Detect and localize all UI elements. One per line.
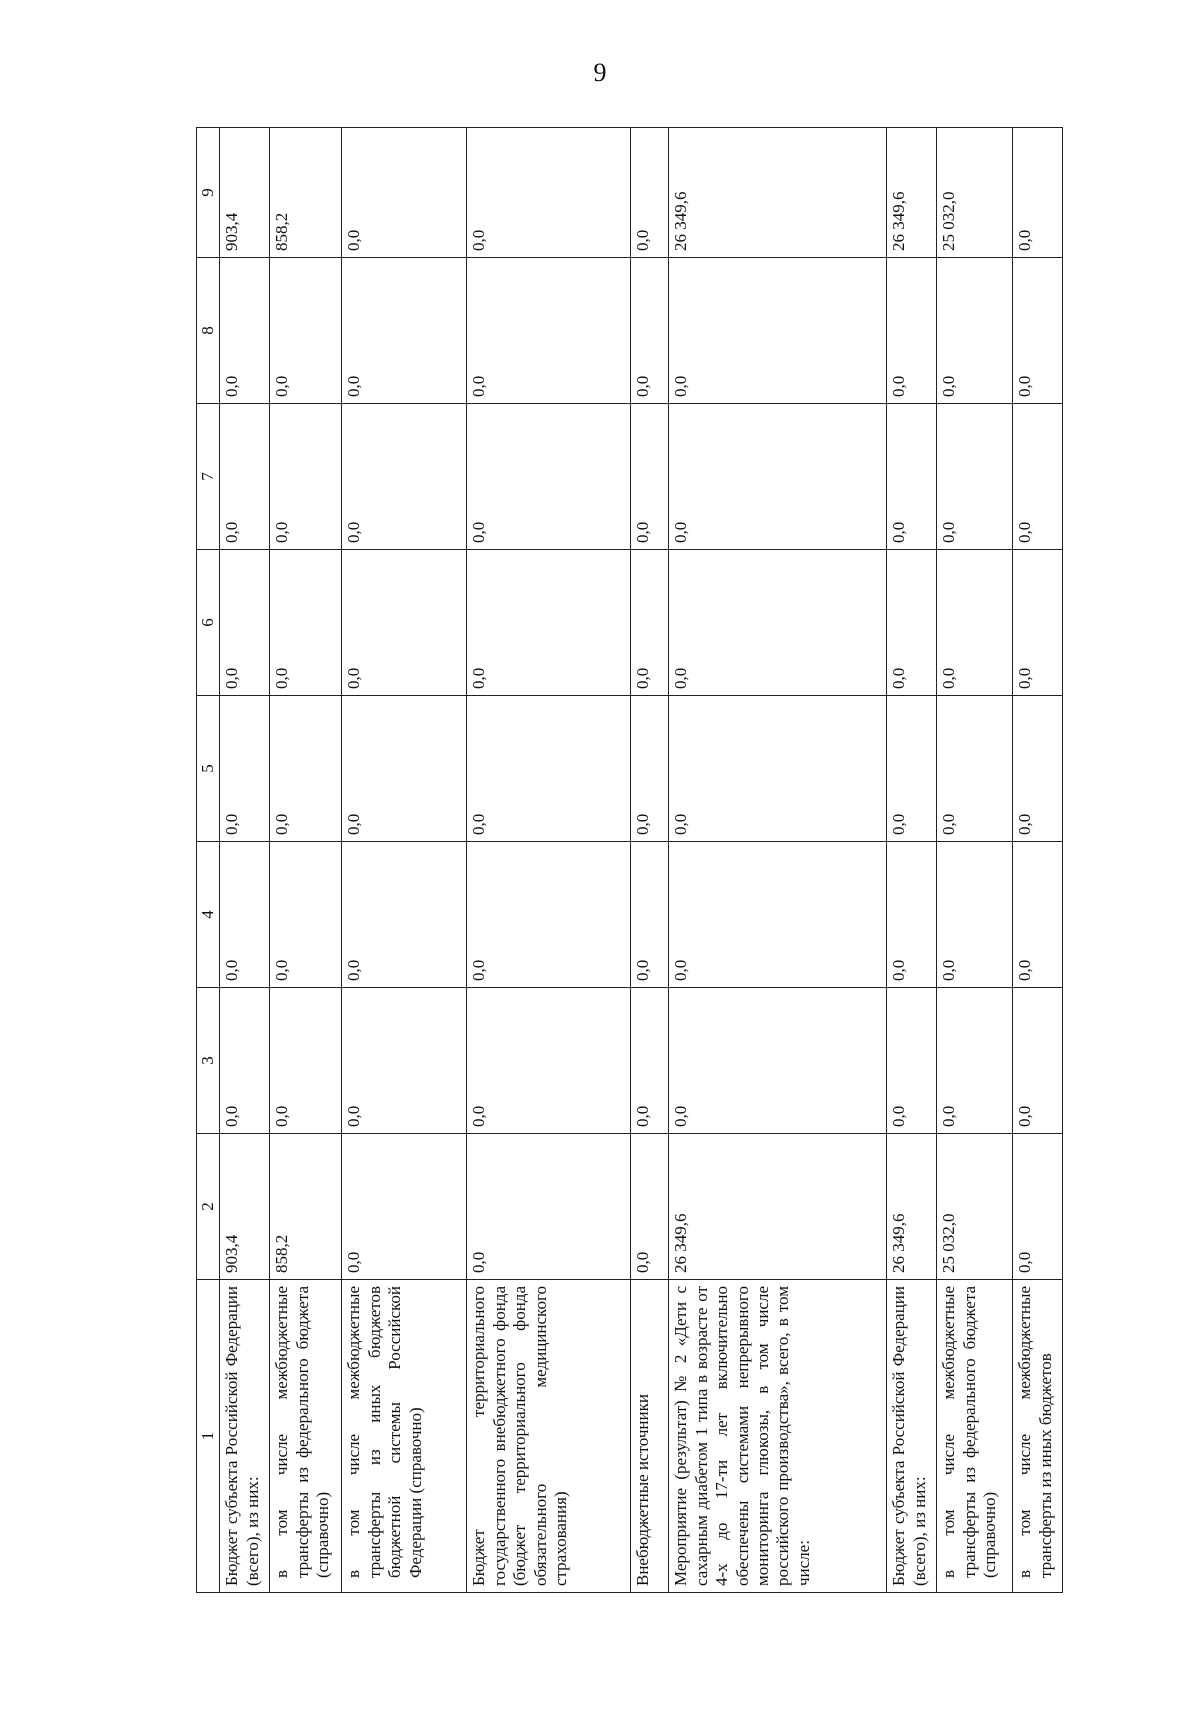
row-description: Внебюджетные источники: [631, 1280, 669, 1593]
column-header: 4: [197, 842, 220, 988]
column-header: 7: [197, 404, 220, 550]
table-cell: 0,0: [937, 550, 1013, 696]
table-cell: 0,0: [220, 404, 270, 550]
table-cell: 0,0: [342, 128, 467, 258]
table-row: [887, 128, 937, 1593]
column-header: 6: [197, 550, 220, 696]
table-cell: 0,0: [1013, 988, 1063, 1134]
table-cell: 0,0: [270, 258, 342, 404]
table-row: [669, 128, 887, 1593]
table-cell: 0,0: [669, 404, 887, 550]
table-cell: 0,0: [270, 988, 342, 1134]
table-header-row: [197, 128, 220, 1593]
table-row: [342, 128, 467, 1593]
column-header: 8: [197, 258, 220, 404]
table-cell: 0,0: [631, 988, 669, 1134]
table-cell: 25 032,0: [937, 128, 1013, 258]
table-cell: 0,0: [669, 696, 887, 842]
table-cell: 0,0: [220, 258, 270, 404]
table-cell: 0,0: [937, 988, 1013, 1134]
table-cell: 0,0: [1013, 550, 1063, 696]
row-description: Мероприятие (результат) № 2 «Дети с сахарным диабетом 1 типа в возрасте от 4-х до 17-ти лет включительно обеспечены системами непрерывного мониторинга глюкозы, в том числе российского производства», всего, в том числе:: [669, 1280, 887, 1593]
table-body: [220, 128, 1063, 1593]
row-description: в том числе межбюджетные трансферты из федерального бюджета (справочно): [937, 1280, 1013, 1593]
table-cell: 0,0: [631, 1134, 669, 1280]
table-cell: 0,0: [342, 404, 467, 550]
table-row: [270, 128, 342, 1593]
table-cell: 0,0: [1013, 842, 1063, 988]
column-header: 5: [197, 696, 220, 842]
row-description: в том числе межбюджетные трансферты из иных бюджетов бюджетной системы Российской Федерации (справочно): [342, 1280, 467, 1593]
table-cell: 0,0: [270, 696, 342, 842]
column-header: 1: [197, 1280, 220, 1593]
table-cell: 0,0: [220, 696, 270, 842]
table-cell: 26 349,6: [887, 128, 937, 258]
table-cell: 25 032,0: [937, 1134, 1013, 1280]
table-cell: 0,0: [887, 258, 937, 404]
table-cell: 0,0: [631, 550, 669, 696]
table-row: [1013, 128, 1063, 1593]
table-cell: 0,0: [467, 696, 631, 842]
table-row: [631, 128, 669, 1593]
row-description: Бюджет субъекта Российской Федерации (всего), из них:: [887, 1280, 937, 1593]
table-cell: 0,0: [887, 842, 937, 988]
rotated-table-frame: [196, 128, 1081, 1593]
rotated-table-container: [196, 128, 1081, 1593]
table-cell: 0,0: [631, 404, 669, 550]
table-cell: 0,0: [887, 404, 937, 550]
table-cell: 903,4: [220, 1134, 270, 1280]
table-cell: 0,0: [1013, 1134, 1063, 1280]
table-cell: 0,0: [1013, 258, 1063, 404]
table-cell: 0,0: [887, 550, 937, 696]
table-row: [937, 128, 1013, 1593]
table-cell: 903,4: [220, 128, 270, 258]
table-cell: 0,0: [669, 988, 887, 1134]
table-cell: 0,0: [1013, 696, 1063, 842]
table-cell: 0,0: [937, 258, 1013, 404]
table-cell: 0,0: [467, 842, 631, 988]
table-cell: 0,0: [669, 258, 887, 404]
table-cell: 0,0: [467, 1134, 631, 1280]
table-cell: 0,0: [270, 550, 342, 696]
budget-table: [196, 127, 1063, 1593]
table-cell: 0,0: [631, 128, 669, 258]
table-cell: 0,0: [220, 988, 270, 1134]
table-cell: 0,0: [1013, 128, 1063, 258]
row-description: Бюджет территориального государственного внебюджетного фонда (бюджет территориального фонда обязательного медицинского страхования): [467, 1280, 631, 1593]
table-cell: 0,0: [220, 842, 270, 988]
table-cell: 0,0: [669, 550, 887, 696]
table-cell: 0,0: [467, 128, 631, 258]
row-description: в том числе межбюджетные трансферты из иных бюджетов: [1013, 1280, 1063, 1593]
column-header: 3: [197, 988, 220, 1134]
table-cell: 0,0: [467, 404, 631, 550]
table-cell: 0,0: [467, 550, 631, 696]
table-cell: 0,0: [270, 404, 342, 550]
table-cell: 0,0: [631, 258, 669, 404]
row-description: в том числе межбюджетные трансферты из федерального бюджета (справочно): [270, 1280, 342, 1593]
table-cell: 0,0: [631, 696, 669, 842]
table-row: [467, 128, 631, 1593]
table-cell: 858,2: [270, 1134, 342, 1280]
table-cell: 0,0: [937, 696, 1013, 842]
table-cell: 0,0: [220, 550, 270, 696]
table-cell: 0,0: [270, 842, 342, 988]
table-cell: 0,0: [937, 842, 1013, 988]
table-cell: 0,0: [342, 1134, 467, 1280]
table-cell: 858,2: [270, 128, 342, 258]
table-cell: 0,0: [887, 988, 937, 1134]
table-cell: 0,0: [631, 842, 669, 988]
table-cell: 0,0: [342, 258, 467, 404]
table-cell: 0,0: [669, 842, 887, 988]
table-row: [220, 128, 270, 1593]
table-cell: 0,0: [342, 988, 467, 1134]
table-cell: 0,0: [342, 842, 467, 988]
row-description: Бюджет субъекта Российской Федерации (всего), из них:: [220, 1280, 270, 1593]
table-cell: 0,0: [342, 550, 467, 696]
column-header: 2: [197, 1134, 220, 1280]
table-cell: 26 349,6: [669, 128, 887, 258]
table-cell: 0,0: [467, 988, 631, 1134]
table-cell: 0,0: [937, 404, 1013, 550]
table-cell: 0,0: [887, 696, 937, 842]
table-cell: 26 349,6: [887, 1134, 937, 1280]
table-cell: 0,0: [467, 258, 631, 404]
page-number: 9: [593, 58, 607, 87]
table-cell: 0,0: [1013, 404, 1063, 550]
table-cell: 0,0: [342, 696, 467, 842]
column-header: 9: [197, 128, 220, 258]
table-cell: 26 349,6: [669, 1134, 887, 1280]
